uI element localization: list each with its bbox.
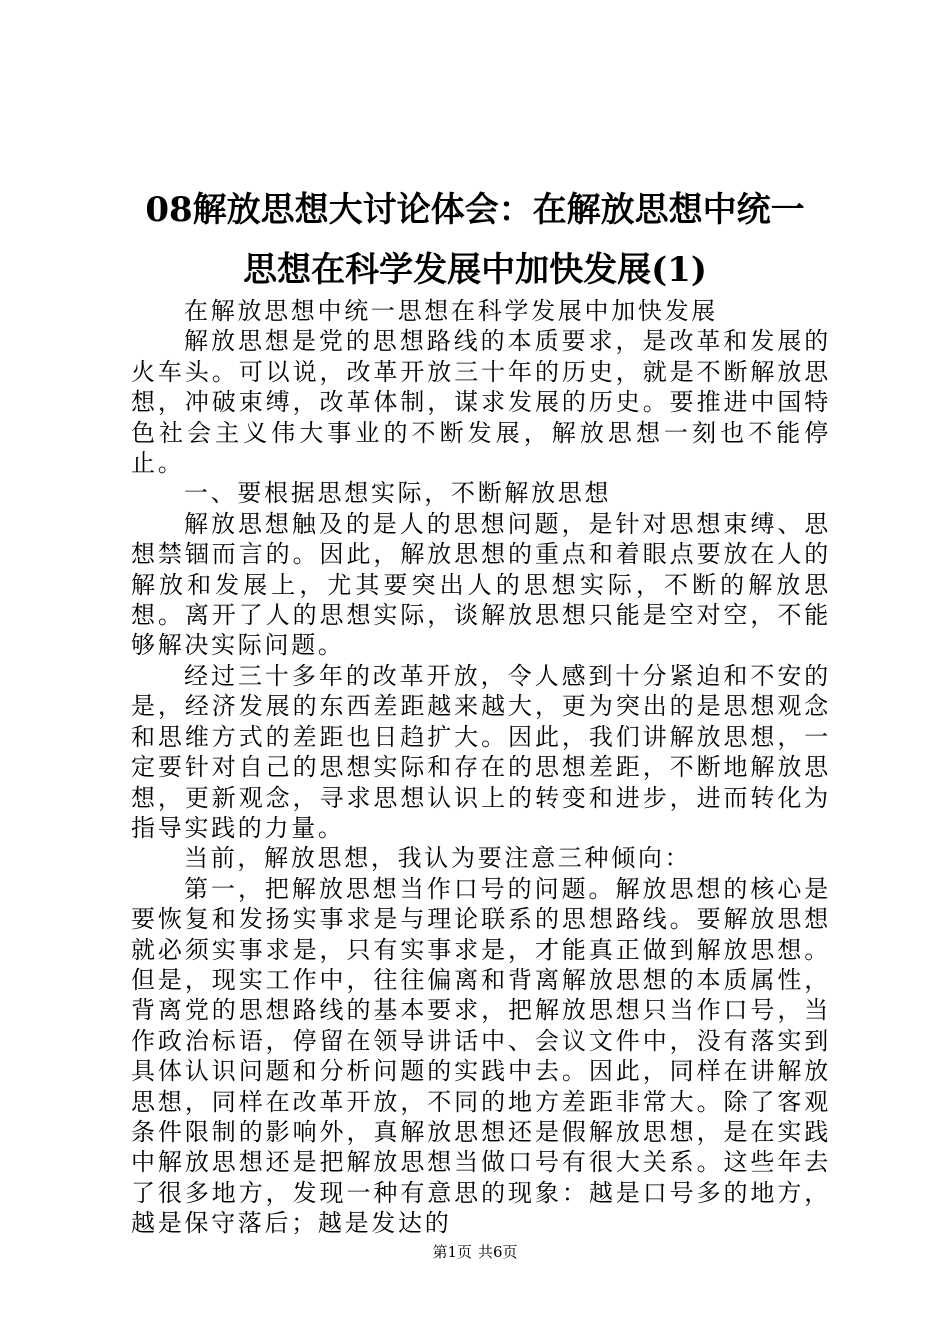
page-total: 共6页 [478,1243,518,1261]
title-line-2: 思想在科学发展中加快发展(1) [243,250,707,290]
page-footer [0,1242,950,1262]
page-number: 第1页 [432,1243,472,1261]
body-paragraph: 解放思想触及的是人的思想问题，是针对思想束缚、思想禁锢而言的。因此，解放思想的重点和着眼点要放在人的解放和发展上，尤其要突出人的思想实际，不断的解放思想。离开了人的思想实际，谈解放思想只能是空对空，不能够解决实际问题。 [131,509,831,660]
body-paragraph: 当前，解放思想，我认为要注意三种倾向： [184,844,692,873]
title-line-1: 08解放思想大讨论体会：在解放思想中统一 [145,190,805,230]
body-paragraph: 第一，把解放思想当作口号的问题。解放思想的核心是要恢复和发扬实事求是与理论联系的思想路线。要解放思想就必须实事求是，只有实事求是，才能真正做到解放思想。但是，现实工作中，往往偏离和背离解放思想的本质属性，背离党的思想路线的基本要求，把解放思想只当作口号，当作政治标语，停留在领导讲话中、会议文件中，没有落实到具体认识问题和分析问题的实践中去。因此，同样在讲解放思想，同样在改革开放，不同的地方差距非常大。除了客观条件限制的影响外，真解放思想还是假解放思想，是在实践中解放思想还是把解放思想当做口号有很大关系。这些年去了很多地方，发现一种有意思的现象：越是口号多的地方，越是保守落后；越是发达的 [131,874,831,1238]
document-title [100,180,850,300]
section-heading: 一、要根据思想实际，不断解放思想 [184,479,612,508]
body-paragraph: 经过三十多年的改革开放，令人感到十分紧迫和不安的是，经济发展的东西差距越来越大，更为突出的是思想观念和思维方式的差距也日趋扩大。因此，我们讲解放思想，一定要针对自己的思想实际和存在的思想差距，不断地解放思想，更新观念，寻求思想认识上的转变和进步，进而转化为指导实践的力量。 [131,661,831,842]
document-body [131,296,831,1239]
body-paragraph: 解放思想是党的思想路线的本质要求，是改革和发展的火车头。可以说，改革开放三十年的历史，就是不断解放思想，冲破束缚，改革体制，谋求发展的历史。要推进中国特色社会主义伟大事业的不断发展，解放思想一刻也不能停止。 [131,327,831,478]
subtitle-paragraph: 在解放思想中统一思想在科学发展中加快发展 [184,297,718,325]
